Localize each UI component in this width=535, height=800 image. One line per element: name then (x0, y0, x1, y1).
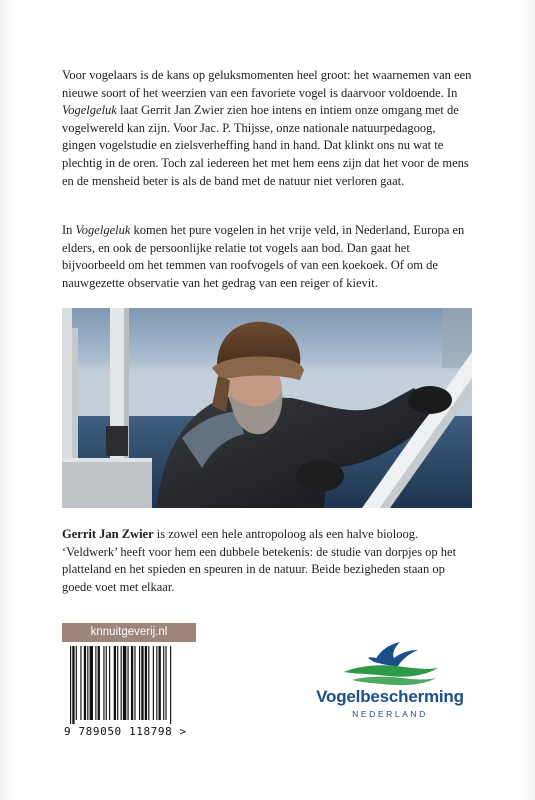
book-title-mention: Vogelgeluk (75, 223, 131, 237)
book-title-mention: Vogelgeluk (62, 103, 117, 118)
blurb-p1-text-1: Voor vogelaars is de kans op geluksmomenten heel groot: het waarnemen van een nieuwe soort of het weerzien van een favoriete vogel is daarvoor voldoende. In (62, 68, 472, 100)
author-bio (62, 526, 472, 596)
vogelbescherming-logo (300, 640, 480, 725)
logo-wordmark: Vogelbescherming (316, 687, 464, 706)
blurb-paragraph-2 (62, 222, 472, 292)
bird-logo-icon (338, 640, 442, 688)
publisher-url[interactable]: knnuitgeverij.nl (62, 623, 196, 642)
logo-subtitle: NEDERLAND (352, 709, 428, 719)
author-photo (62, 308, 472, 508)
author-bio-text: is zowel een hele antropoloog als een halve bioloog. ‘Veldwerk’ heeft voor hem een dubbele betekenis: de studie van dorpjes op het platteland en het spieden en speuren in de natuur. Beide bezigheden staan op goede voet met elkaar. (62, 527, 457, 594)
blurb-paragraph-1 (62, 67, 472, 190)
blurb-p2-text-2: komen het pure vogelen in het vrije veld, in Nederland, Europa en elders, en ook de persoonlijke relatie tot vogels aan bod. Dan gaat het bijvoorbeeld om het temmen van roofvogels of van een koekoek. Of om de nauwgezette observatie van het gedrag van een reiger of kievit. (62, 223, 465, 290)
isbn-number: 9 789050 118798 > (62, 724, 196, 740)
blurb-p2-text-1: In (62, 223, 76, 237)
author-name: Gerrit Jan Zwier (62, 527, 154, 541)
blurb-p1-text-2: laat Gerrit Jan Zwier zien hoe intens en intiem onze omgang met de vogelwereld kan zijn. Voor Jac. P. Thijsse, onze nationale natuurpedagoog, gingen vogelstudie en zielsverheffing hand in hand. Dat klinkt ons nu wat te plechtig in de oren. Toch zal iedereen het met hem eens zijn dat het voor de mens en de mensheid beter is als de band met de natuur niet verloren gaat. (62, 103, 469, 188)
